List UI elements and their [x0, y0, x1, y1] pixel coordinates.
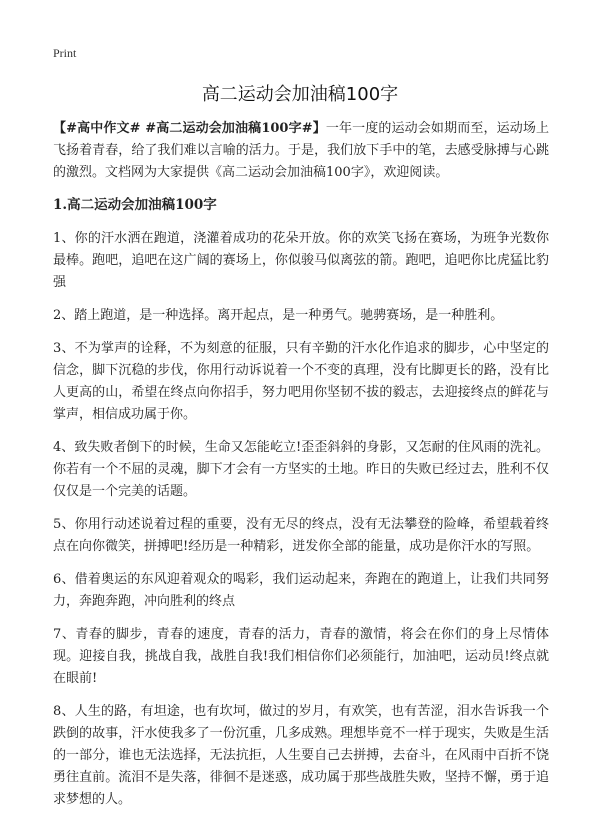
paragraph-3: 3、不为掌声的诠释，不为刻意的征服，只有辛勤的汗水化作追求的脚步，心中坚定的信念，脚下沉稳的步伐，你用行动诉说着一个不变的真理，没有比脚更长的路，没有比人更高的山，希望在终点向你招手，努力吧用你坚韧不拔的毅志，去迎接终点的鲜花与掌声，相信成功属于你。: [53, 341, 549, 422]
article-body: [53, 118, 549, 822]
page-title: 高二运动会加油稿100字: [201, 84, 399, 105]
intro-text: 一年一度的运动会如期而至，运动场上飞扬着青春，给了我们难以言喻的活力。于是，我们放下手中的笔，去感受脉搏与心跳的激烈。文档网为大家提供《高二运动会加油稿100字》，欢迎阅读。: [53, 121, 549, 180]
paragraph-4: 4、致失败者倒下的时候，生命又怎能屹立!歪歪斜斜的身影，又怎耐的住风雨的洗礼。你若有一个不屈的灵魂，脚下才会有一方坚实的土地。昨日的失败已经过去，胜利不仅仅仅是一个完美的话题。: [53, 440, 549, 499]
paragraph-6: 6、借着奥运的东风迎着观众的喝彩，我们运动起来，奔跑在的跑道上，让我们共同努力，奔跑奔跑，冲向胜利的终点: [53, 572, 549, 609]
section-heading: 1.高二运动会加油稿100字: [53, 197, 217, 213]
intro-paragraph: [53, 118, 549, 184]
paragraph-7: 7、青春的脚步，青春的速度，青春的活力，青春的激情，将会在你们的身上尽情体现。迎接自我，挑战自我，战胜自我!我们相信你们必须能行，加油吧，运动员!终点就在眼前!: [53, 627, 549, 686]
paragraph-5: 5、你用行动述说着过程的重要，没有无尽的终点，没有无法攀登的险峰，希望载着终点在向你微笑，拼搏吧!经历是一种精彩，迸发你全部的能量，成功是你汗水的写照。: [53, 517, 549, 554]
paragraph-1: 1、你的汗水洒在跑道，浇灌着成功的花朵开放。你的欢笑飞扬在赛场，为班争光数你最棒。跑吧，追吧在这广阔的赛场上，你似骏马似离弦的箭。跑吧，追吧你比虎猛比豹强: [53, 231, 549, 290]
print-label: Print: [53, 46, 77, 60]
paragraph-8: 8、人生的路，有坦途，也有坎坷，做过的岁月，有欢笑，也有苦涩，泪水告诉我一个跌倒的故事，汗水使我多了一份沉重，几多成熟。理想毕竟不一样于现实，失败是生活的一部分，谁也无法选择，无法抗拒，人生要自己去拼搏，去奋斗，在风雨中百折不饶勇往直前。流泪不是失落，徘徊不是迷惑，成功属于那些战胜失败，坚持不懈，勇于追求梦想的人。: [53, 704, 549, 807]
intro-tag: 【#高中作文# #高二运动会加油稿100字#】: [53, 121, 326, 136]
paragraph-2: 2、踏上跑道，是一种选择。离开起点，是一种勇气。驰骋赛场，是一种胜利。: [53, 308, 504, 323]
